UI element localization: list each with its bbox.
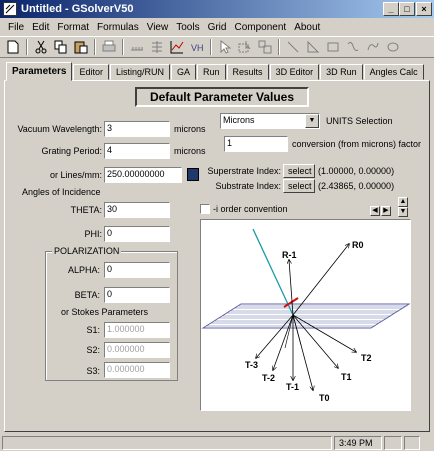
vh-icon[interactable] (188, 38, 206, 56)
menu-edit[interactable]: Edit (32, 21, 50, 33)
grating-period-input[interactable]: 4 (104, 143, 170, 159)
svg-text:VH: VH (191, 43, 204, 53)
s1-label: S1: (86, 325, 100, 335)
vacuum-wavelength-unit: microns (174, 124, 206, 134)
tab-parameters[interactable]: Parameters (6, 62, 72, 81)
scroll-right-icon[interactable]: ▶ (381, 206, 391, 216)
title-bar (0, 0, 434, 18)
phi-label: PHI: (84, 229, 102, 239)
tab-3d-run[interactable]: 3D Run (320, 64, 363, 80)
polarization-title: POLARIZATION (54, 246, 120, 256)
s1-input[interactable]: 1.000000 (104, 322, 170, 338)
lines-per-mm-label: or Lines/mm: (49, 170, 102, 180)
order-convention-checkbox[interactable] (200, 204, 210, 214)
substrate-select-button[interactable]: select (283, 179, 315, 193)
app-icon (3, 2, 17, 16)
lines-per-mm-input[interactable]: 250.00000000 (104, 167, 182, 183)
close-button[interactable]: × (416, 2, 432, 16)
units-selection-label: UNITS Selection (326, 116, 393, 126)
menu-formulas[interactable]: Formulas (97, 21, 139, 33)
tab-angles-calc[interactable]: Angles Calc (364, 64, 424, 80)
conversion-factor-label: conversion (from microns) factor (292, 139, 422, 149)
s3-label: S3: (86, 366, 100, 376)
status-time: 3:49 PM (334, 436, 382, 450)
beta-input[interactable]: 0 (104, 287, 170, 303)
menu-about[interactable]: About (294, 21, 321, 33)
status-bar (0, 434, 434, 451)
tab-ga[interactable]: GA (171, 64, 196, 80)
minimize-button[interactable]: _ (383, 2, 399, 16)
vacuum-wavelength-input[interactable]: 3 (104, 121, 170, 137)
toolbar-separator (210, 39, 212, 55)
new-document-icon[interactable] (4, 38, 22, 56)
alpha-label: ALPHA: (67, 265, 100, 275)
angles-of-incidence-label: Angles of Incidence (22, 187, 101, 197)
vacuum-wavelength-label: Vacuum Wavelength: (17, 124, 102, 134)
grating-plane (203, 304, 409, 328)
cut-icon[interactable] (32, 38, 50, 56)
label-t-2: T-2 (262, 373, 276, 383)
incident-ray (253, 229, 293, 315)
curve-tool-icon[interactable] (344, 38, 362, 56)
maximize-button[interactable]: □ (399, 2, 415, 16)
grating-period-unit: microns (174, 146, 206, 156)
phi-input[interactable]: 0 (104, 226, 170, 242)
diffraction-diagram-svg (201, 220, 410, 410)
window-title: Untitled - GSolverV50 (21, 3, 134, 15)
tab-results[interactable]: Results (227, 64, 269, 80)
menu-file[interactable]: File (8, 21, 25, 33)
chevron-down-icon[interactable]: ▼ (305, 114, 319, 128)
grating-period-label: Grating Period: (41, 146, 102, 156)
layers-icon[interactable] (148, 38, 166, 56)
tab-3d-editor[interactable]: 3D Editor (270, 64, 320, 80)
substrate-index-value: (2.43865, 0.00000) (318, 181, 395, 191)
theta-label: THETA: (70, 205, 102, 215)
tab-listing-run[interactable]: Listing/RUN (110, 64, 170, 80)
paste-icon[interactable] (72, 38, 90, 56)
status-pane-indicator (384, 436, 402, 450)
group-tool-icon[interactable] (256, 38, 274, 56)
toolbar (0, 36, 434, 58)
conversion-factor-input[interactable]: 1 (224, 136, 288, 152)
print-icon[interactable] (100, 38, 118, 56)
line-tool-icon[interactable] (284, 38, 302, 56)
tab-editor[interactable]: Editor (73, 64, 109, 80)
menu-bar (0, 18, 434, 36)
tab-run[interactable]: Run (197, 64, 226, 80)
substrate-index-label: Substrate Index: (215, 181, 281, 191)
scroll-left-icon[interactable]: ◀ (370, 206, 380, 216)
status-pane-indicator (404, 436, 420, 450)
chart-icon[interactable] (168, 38, 186, 56)
stokes-parameters-label: or Stokes Parameters (61, 307, 149, 317)
alpha-input[interactable]: 0 (104, 262, 170, 278)
order-convention-label: -i order convention (213, 204, 288, 214)
beta-label: BETA: (74, 290, 100, 300)
menu-tools[interactable]: Tools (176, 21, 200, 33)
label-t2: T2 (361, 353, 372, 363)
select-tool-icon[interactable] (236, 38, 254, 56)
superstrate-index-label: Superstrate Index: (207, 166, 281, 176)
units-select[interactable] (220, 113, 320, 129)
grating-icon[interactable] (128, 38, 146, 56)
s2-input[interactable]: 0.000000 (104, 342, 170, 358)
diffraction-diagram (200, 219, 411, 411)
s2-label: S2: (86, 345, 100, 355)
lines-calculator-icon[interactable] (187, 168, 199, 181)
units-selected-value: Microns (223, 115, 255, 125)
label-t-3: T-3 (245, 360, 259, 370)
menu-view[interactable]: View (146, 21, 169, 33)
pointer-icon[interactable] (216, 38, 234, 56)
status-pane-main (2, 436, 332, 450)
scroll-down-icon[interactable]: ▼ (399, 208, 407, 215)
rectangle-tool-icon[interactable] (324, 38, 342, 56)
copy-icon[interactable] (52, 38, 70, 56)
menu-format[interactable]: Format (57, 21, 90, 33)
toolbar-separator (278, 39, 280, 55)
ellipse-tool-icon[interactable] (384, 38, 402, 56)
toolbar-separator (94, 39, 96, 55)
label-r-1: R-1 (282, 250, 297, 260)
superstrate-index-value: (1.00000, 0.00000) (318, 166, 395, 176)
polyline-tool-icon[interactable] (364, 38, 382, 56)
superstrate-select-button[interactable]: select (283, 164, 315, 178)
label-r0: R0 (352, 240, 364, 250)
menu-component[interactable]: Component (234, 21, 287, 33)
menu-grid[interactable]: Grid (207, 21, 227, 33)
toolbar-separator (26, 39, 28, 55)
label-t0: T0 (319, 393, 330, 403)
theta-input[interactable]: 30 (104, 202, 170, 218)
s3-input[interactable]: 0.000000 (104, 362, 170, 378)
triangle-tool-icon[interactable] (304, 38, 322, 56)
tab-strip (6, 62, 425, 80)
page-title: Default Parameter Values (135, 87, 309, 107)
label-t1: T1 (341, 372, 352, 382)
label-t-1: T-1 (286, 382, 300, 392)
scroll-up-icon[interactable]: ▲ (399, 198, 407, 205)
toolbar-separator (122, 39, 124, 55)
